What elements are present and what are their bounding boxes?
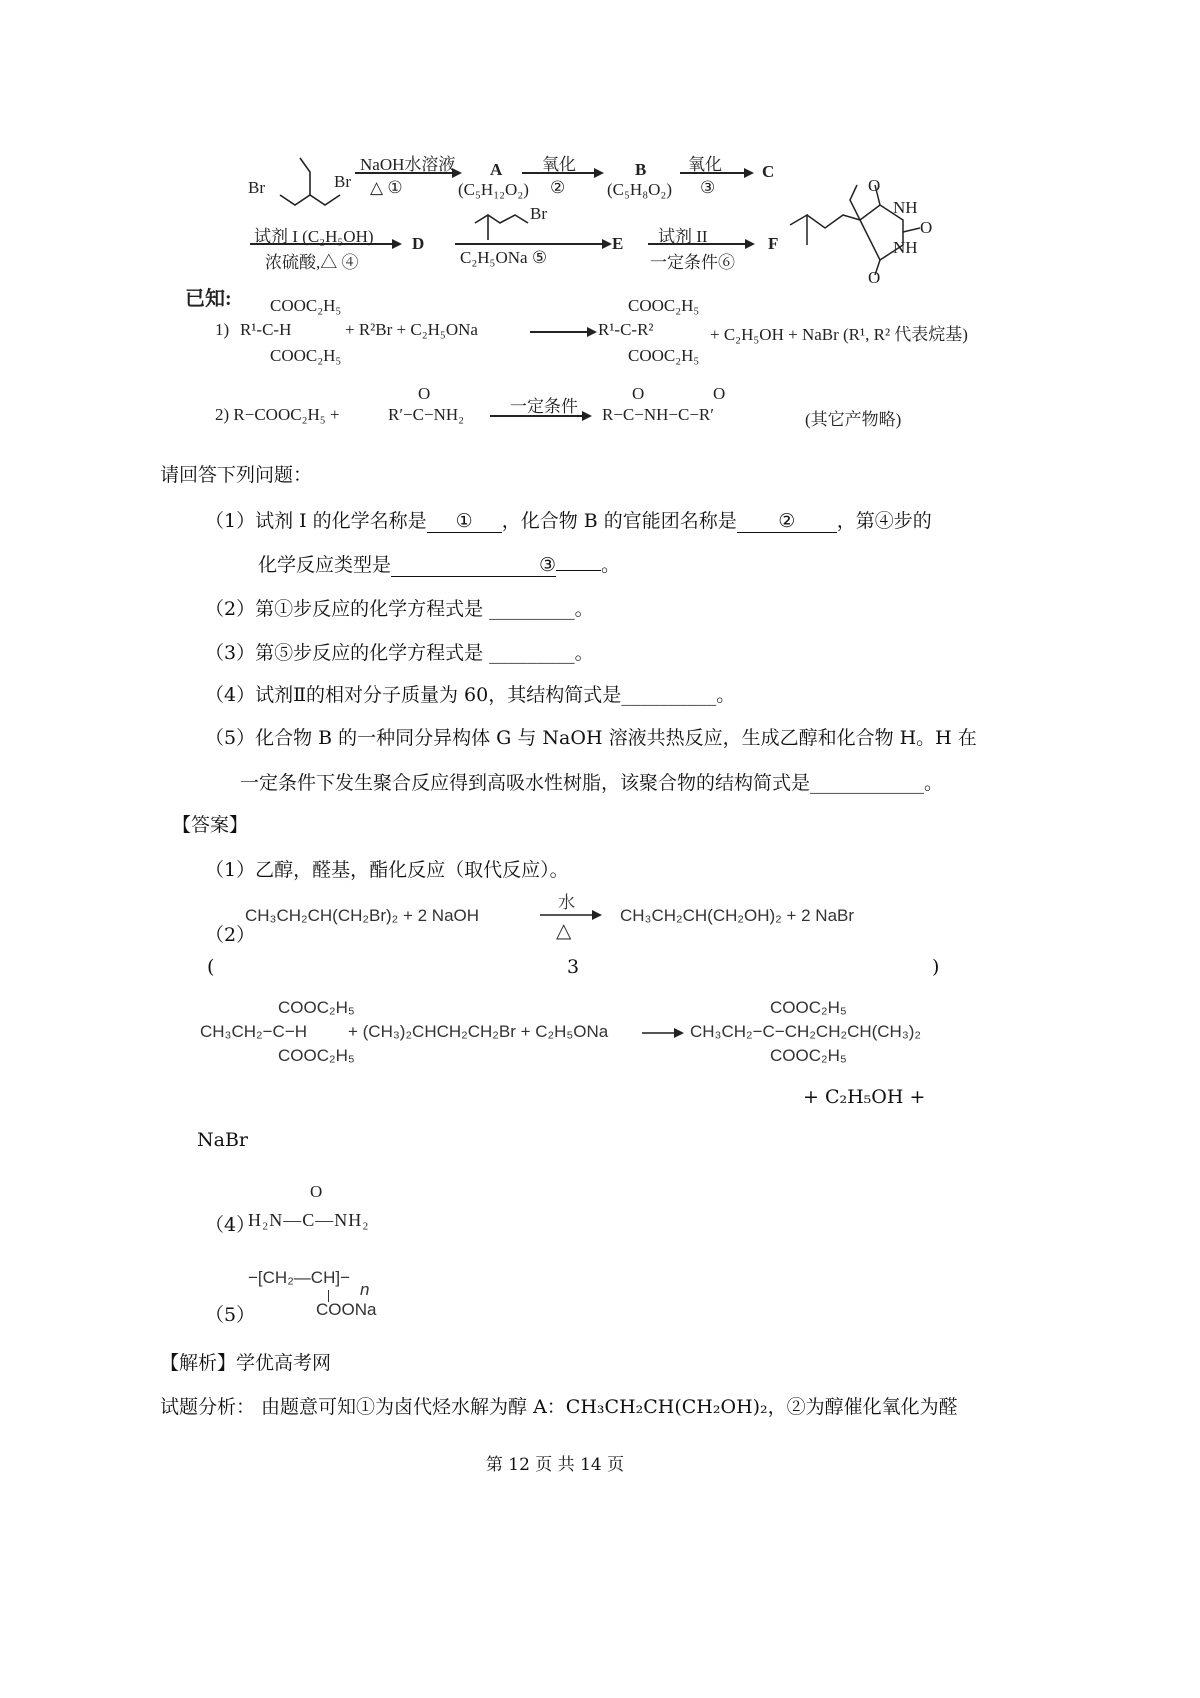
answer-3-mid: CH₃CH₂−C−H: [200, 1022, 308, 1041]
answer-3-close: ): [932, 956, 940, 978]
known-2-reactant: 2) R−COOC₂H₅ +: [215, 405, 340, 424]
known-2-product-oxygen-2: O: [713, 384, 726, 403]
answer-2-lhs: CH₃CH₂CH(CH₂Br)₂ + 2 NaOH: [245, 906, 480, 925]
compound-d: D: [412, 234, 425, 253]
q1-text-e: 。: [601, 554, 621, 576]
step3-condition: 氧化: [688, 155, 722, 174]
answer-3-product-bottom: COOC₂H₅: [770, 1046, 847, 1065]
answer-3-byproduct: + C₂H₅OH +: [803, 1086, 926, 1108]
step2-condition: 氧化: [542, 155, 576, 174]
answer-3-top: COOC₂H₅: [278, 998, 355, 1017]
known-1-top: COOC₂H₅: [270, 296, 342, 315]
q1-text-c: ，第④步的: [836, 510, 932, 532]
known-1-product-bottom: COOC₂H₅: [628, 346, 700, 365]
question-5: （5）化合物 B 的一种同分异构体 G 与 NaOH 溶液共热反应，生成乙醇和化合物 H。H 在: [205, 727, 977, 749]
br-right: Br: [334, 172, 351, 191]
answer-3-label: 3: [567, 956, 580, 978]
known-2-condition: 一定条件: [510, 397, 578, 416]
answer-3-product-top: COOC₂H₅: [770, 998, 847, 1017]
known-2-note: (其它产物略): [805, 410, 902, 429]
answer-3-reagents: + (CH₃)₂CHCH₂CH₂Br + C₂H₅ONa: [348, 1022, 609, 1041]
known-1-mid: R¹-C-H: [240, 320, 292, 339]
arrow-step5: [455, 243, 610, 245]
step2-number: ②: [550, 178, 566, 197]
answer-3-open: (: [207, 956, 215, 978]
step5-number: C₂H₅ONa ⑤: [460, 248, 548, 267]
answer-4-label: （4）: [205, 1214, 256, 1236]
answer-3-arrow: [642, 1032, 682, 1034]
blank-3[interactable]: ③: [391, 554, 556, 577]
answer-4-urea: H₂N—C—NH₂: [248, 1210, 370, 1230]
f-nh-2: NH: [893, 238, 918, 257]
page-footer: 第 12 页 共 14 页: [485, 1455, 625, 1475]
answer-3-nabr: NaBr: [197, 1129, 248, 1151]
known-1-byproducts: + C₂H₅OH + NaBr (R¹, R² 代表烷基): [710, 325, 968, 344]
f-oxygen-3: O: [868, 268, 881, 287]
compound-e: E: [612, 234, 624, 253]
analysis-title: 【解析】学优高考网: [160, 1352, 332, 1374]
questions-intro: 请回答下列问题：: [160, 464, 313, 486]
answer-5-polymer: −[CH₂—CH]−: [248, 1268, 351, 1287]
known-2-oxygen: O: [418, 384, 431, 403]
question-5-cont: 一定条件下发生聚合反应得到高吸水性树脂，该聚合物的结构简式是____________。: [240, 772, 944, 794]
compound-b: B: [635, 160, 647, 179]
answer-5-substituent: COONa: [316, 1300, 377, 1319]
step4-number: 浓硫酸,△ ④: [265, 253, 359, 272]
f-nh-1: NH: [893, 198, 918, 217]
question-1: [205, 506, 932, 533]
answer-2-rhs: CH₃CH₂CH(CH₂OH)₂ + 2 NaBr: [620, 906, 855, 925]
step4-condition: 试剂 I (C₂H₅OH): [254, 227, 374, 246]
known-1-product-top: COOC₂H₅: [628, 296, 700, 315]
answer-3-product-mid: CH₃CH₂−C−CH₂CH₂CH(CH₃)₂: [690, 1022, 922, 1041]
answer-3-bottom: COOC₂H₅: [278, 1046, 355, 1065]
compound-b-formula: (C₅H₈O₂): [607, 180, 672, 199]
question-1-cont: [258, 550, 620, 577]
br-left: Br: [248, 178, 265, 197]
answer-2-arrow: [540, 914, 600, 916]
answer-2-condition-top: 水: [558, 893, 575, 912]
q1-text-b: ，化合物 B 的官能团名称是: [501, 510, 737, 532]
answer-5-label: （5）: [205, 1304, 256, 1326]
compound-a-formula: (C₅H₁₂O₂): [458, 180, 529, 199]
reagent-br: Br: [530, 204, 547, 223]
known-1-bottom: COOC₂H₅: [270, 346, 342, 365]
step6-condition: 试剂 II: [658, 227, 708, 246]
question-4: （4）试剂Ⅱ的相对分子质量为 60，其结构简式是__________。: [205, 684, 736, 706]
known-1-reagents: + R²Br + C₂H₅ONa: [345, 320, 478, 339]
analysis-text: 试题分析： 由题意可知①为卤代烃水解为醇 A：CH₃CH₂CH(CH₂OH)₂，②为醇催化氧化为醛: [160, 1396, 958, 1418]
known-2-product-oxygen-1: O: [632, 384, 645, 403]
answer-title: 【答案】: [172, 814, 249, 836]
known-2-amide: R′−C−NH₂: [388, 405, 465, 424]
known-title: 已知:: [185, 288, 232, 310]
q1-text-d: 化学反应类型是: [258, 554, 392, 576]
step6-number: 一定条件⑥: [650, 253, 735, 272]
known-1-product-mid: R¹-C-R²: [598, 320, 654, 339]
question-3: （3）第⑤步反应的化学方程式是 _________。: [205, 642, 594, 664]
known-1-label: 1): [215, 320, 230, 339]
known-1-arrow: [530, 331, 595, 333]
q1-text-a: （1）试剂 I 的化学名称是: [205, 510, 427, 532]
step1-number: △ ①: [370, 178, 403, 197]
question-2: （2）第①步反应的化学方程式是 _________。: [205, 598, 594, 620]
step1-condition: NaOH水溶液: [360, 155, 456, 174]
answer-2-condition-bottom: △: [556, 920, 572, 942]
compound-c: C: [762, 162, 775, 181]
blank-2[interactable]: ②: [737, 510, 837, 533]
f-oxygen-2: O: [920, 218, 933, 237]
answer-1: （1）乙醇，醛基，酯化反应（取代反应）。: [205, 859, 569, 881]
answer-4-oxygen: O: [310, 1182, 323, 1201]
f-oxygen-1: O: [868, 176, 881, 195]
answer-5-n: n: [360, 1280, 370, 1299]
compound-a: A: [490, 160, 503, 179]
compound-f: F: [768, 234, 779, 253]
answer-2-label: （2）: [205, 924, 256, 946]
known-2-product: R−C−NH−C−R′: [602, 405, 714, 424]
blank-1[interactable]: ①: [427, 510, 502, 533]
step3-number: ③: [700, 178, 716, 197]
